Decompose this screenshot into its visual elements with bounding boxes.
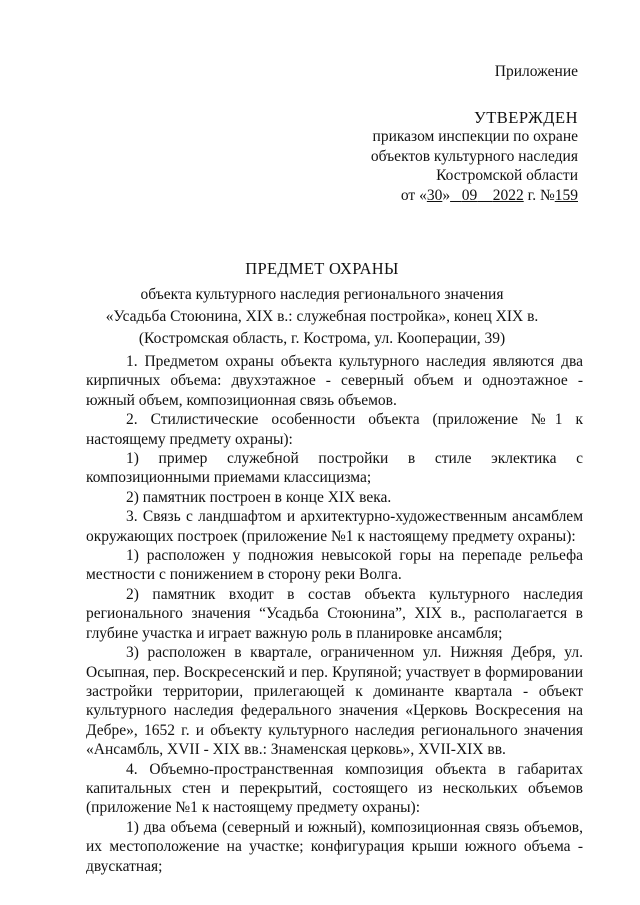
order-date-line bbox=[248, 186, 578, 206]
paragraph: 1) пример служебной постройки в стиле эклектика с композиционными приемами классицизма; bbox=[86, 450, 583, 487]
date-prefix: от « bbox=[400, 186, 427, 204]
date-sep: » bbox=[442, 186, 451, 204]
paragraph: 4. Объемно-пространственная композиция объекта в габаритах капитальных стен и перекрытий, состоящего из нескольких объемов (приложение №1 к настоящему предмету охраны): bbox=[86, 760, 583, 817]
date-year: 2022 bbox=[492, 186, 524, 204]
date-gap-2 bbox=[477, 187, 493, 204]
title-line-3: (Костромская область, г. Кострома, ул. Кооперации, 39) bbox=[138, 330, 506, 347]
date-month: 09 bbox=[461, 186, 478, 204]
appendix-label: Приложение bbox=[494, 63, 578, 80]
approval-line-3: Костромской области bbox=[436, 167, 578, 184]
title-line-1: объекта культурного наследия регионального значения bbox=[140, 286, 504, 303]
paragraph: 3. Связь с ландшафтом и архитектурно-художественным ансамблем окружающих построек (приложение №1 к настоящему предмету охраны): bbox=[86, 508, 583, 545]
title-line-2: «Усадьба Стоюнина, XIX в.: служебная постройка», конец XIX в. bbox=[105, 308, 539, 325]
paragraph: 1. Предметом охраны объекта культурного наследия являются два кирпичных объема: двухэтажное - северный объем и одноэтажное - южный объем, композиционная связь объемов. bbox=[86, 353, 583, 409]
approved-heading: УТВЕРЖДЕН bbox=[474, 107, 578, 127]
paragraph: 2) памятник входит в состав объекта культурного наследия регионального значения “Усадьба Стоюнина”, XIX в., располагается в глубине участка и играет важную роль в планировке ансамбля; bbox=[86, 585, 583, 642]
approval-line-1: приказом инспекции по охране bbox=[372, 128, 578, 145]
paragraph: 1) расположен у подножия невысокой горы на перепаде рельефа местности с понижением в сторону реки Волга. bbox=[86, 547, 583, 584]
paragraph: 1) два объема (северный и южный), композиционная связь объемов, их местоположение на участке; конфигурация крыши южного объема - двускатная; bbox=[86, 818, 583, 875]
order-number: 159 bbox=[554, 186, 578, 204]
paragraph: 3) расположен в квартале, ограниченном ул. Нижняя Дебря, ул. Осыпная, пер. Воскресенский и пер. Крупяной; участвует в формировании застройки территории, прилегающей к доминанте квартала - объект культурного наследия федерального значения «Церковь Воскресения на Дебре», 1652 г. и объекту культурного наследия регионального значения «Ансамбль, XVII - XIX вв.: Знаменская церковь», XVII-XIX вв. bbox=[86, 644, 583, 759]
paragraph: 2) памятник построен в конце XIX века. bbox=[126, 488, 392, 506]
title-block bbox=[60, 258, 584, 350]
document-title: ПРЕДМЕТ ОХРАНЫ bbox=[245, 259, 399, 278]
date-day: 30 bbox=[426, 186, 443, 204]
approval-line-2: объектов культурного наследия bbox=[370, 147, 578, 165]
document-body bbox=[86, 352, 583, 876]
date-mid: г. № bbox=[523, 186, 555, 204]
approval-block bbox=[248, 62, 578, 205]
paragraph: 2. Стилистические особенности объекта (приложение №1 к настоящему предмету охраны): bbox=[86, 411, 583, 448]
date-gap-1 bbox=[450, 187, 462, 204]
